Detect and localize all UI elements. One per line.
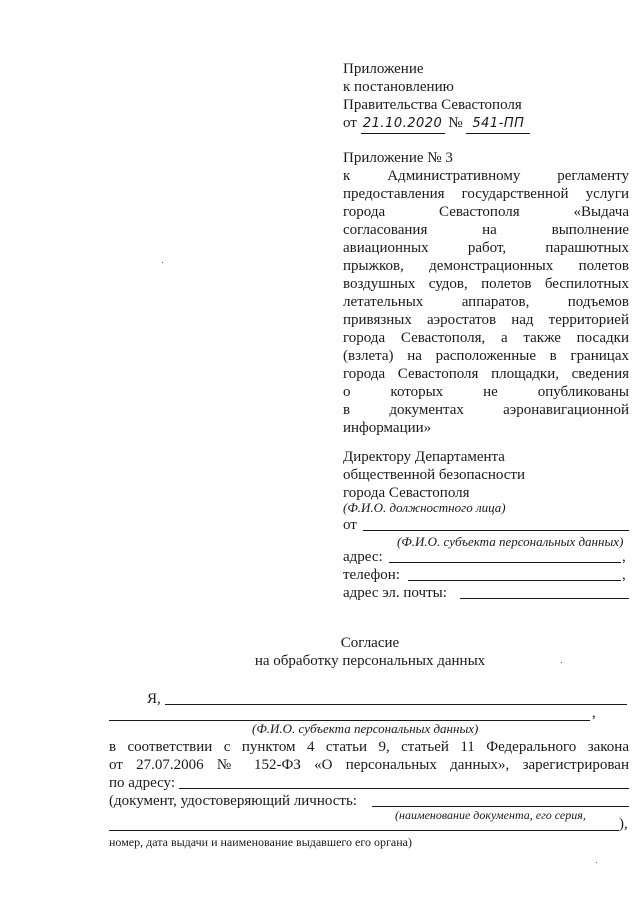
address-comma: , — [622, 549, 626, 565]
identity-document-line[interactable] — [372, 806, 629, 807]
handwritten-number: 541-ПП — [466, 115, 530, 134]
by-address-line[interactable] — [179, 788, 629, 789]
phone-comma: , — [622, 567, 626, 583]
regulation-title: Приложение № 3 — [343, 150, 453, 166]
regulation-line: в документах аэронавигационной — [343, 402, 629, 418]
document-closing: ), — [619, 816, 628, 832]
law-line-2-text: от 27.07.2006 № 152-ФЗ «О персональных данных», зарегистрирован — [109, 757, 629, 773]
regulation-line: согласования на выполнение — [343, 222, 629, 238]
regulation-line: воздушных судов, полетов беспилотных — [343, 276, 629, 292]
official-name-note: (Ф.И.О. должностного лица) — [343, 500, 506, 515]
subject-name-note: (Ф.И.О. субъекта персональных данных) — [397, 534, 624, 549]
consent-subject-note: (Ф.И.О. субъекта персональных данных) — [252, 721, 479, 736]
regulation-line: предоставления государственной услуги — [343, 186, 629, 202]
date-prefix: от — [343, 115, 357, 131]
handwritten-date: 21.10.2020 — [361, 115, 445, 134]
addressee-line-3: города Севастополя — [343, 485, 470, 501]
consent-subtitle: на обработку персональных данных — [254, 653, 486, 669]
regulation-text — [343, 167, 629, 437]
attachment-line-2: к постановлению — [343, 79, 454, 95]
attachment-line-3: Правительства Севастополя — [343, 97, 522, 113]
document-note-2: номер, дата выдачи и наименование выдавшего его органа) — [109, 835, 412, 849]
regulation-line: авиационных работ, парашютных — [343, 240, 629, 256]
scan-speck — [162, 262, 163, 263]
regulation-line: к Административному регламенту — [343, 168, 629, 184]
regulation-line: привязных аэростатов над территорией — [343, 312, 629, 328]
i-label: Я, — [147, 691, 161, 707]
law-line-1 — [109, 738, 629, 756]
scan-speck — [561, 662, 562, 663]
law-line-1-text: в соответствии с пунктом 4 статьи 9, статьей 11 Федерального закона — [109, 739, 629, 755]
regulation-line: города Севастополя, а также посадки — [343, 330, 629, 346]
regulation-line: (взлета) на расположенные в границах — [343, 348, 629, 364]
phone-field-line[interactable] — [408, 580, 621, 581]
law-line-2 — [109, 756, 629, 774]
address-label: адрес: — [343, 549, 383, 565]
document-note: (наименование документа, его серия, — [395, 808, 586, 822]
phone-label: телефон: — [343, 567, 400, 583]
from-field-line[interactable] — [363, 530, 629, 531]
full-name-comma: , — [592, 705, 596, 721]
scan-speck — [596, 862, 597, 863]
document-details-line[interactable] — [109, 830, 619, 831]
by-address-label: по адресу: — [109, 775, 176, 791]
email-field-line[interactable] — [460, 598, 629, 599]
from-label: от — [343, 517, 357, 533]
regulation-last-line: информации» — [343, 420, 432, 436]
consent-title: Согласие — [340, 635, 400, 651]
attachment-date-row — [343, 114, 530, 134]
full-name-line-1[interactable] — [165, 704, 627, 705]
addressee-line-2: общественной безопасности — [343, 467, 526, 483]
regulation-line: города Севастополя площадки, сведения — [343, 366, 629, 382]
regulation-line: о которых не опубликованы — [343, 384, 629, 400]
regulation-line: прыжков, демонстрационных полетов — [343, 258, 629, 274]
regulation-line: летательных аппаратов, подъемов — [343, 294, 629, 310]
attachment-line-1: Приложение — [343, 61, 424, 77]
email-label: адрес эл. почты: — [343, 585, 447, 601]
addressee-line-1: Директору Департамента — [343, 449, 505, 465]
number-prefix: № — [448, 115, 463, 131]
address-field-line[interactable] — [389, 562, 621, 563]
regulation-line: города Севастополя «Выдача — [343, 204, 629, 220]
identity-document-label: (документ, удостоверяющий личность: — [109, 793, 357, 809]
